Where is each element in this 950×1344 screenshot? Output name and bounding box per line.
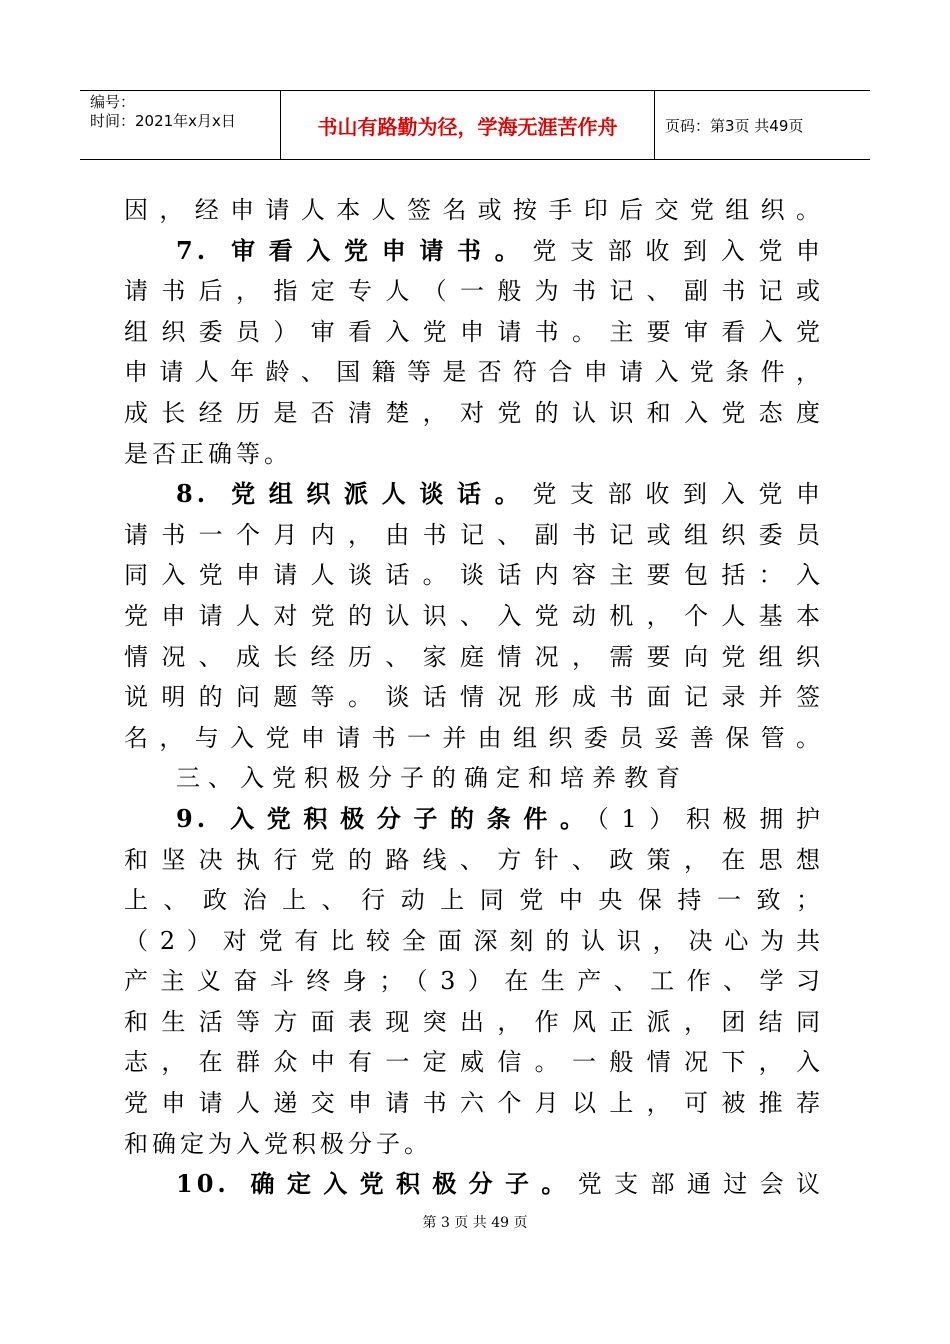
- body-line: 说明的问题等。谈话情况形成书面记录并签: [124, 683, 824, 712]
- body-line: 同入党申请人谈话。谈话内容主要包括：入: [124, 561, 824, 590]
- body-line: 和生活等方面表现突出，作风正派，团结同: [124, 1007, 824, 1036]
- paragraph-8-first-line: [124, 474, 824, 515]
- body-line: 请书后，指定专人（一般为书记、副书记或: [124, 277, 824, 306]
- body-line: 和坚决执行党的路线、方针、政策，在思想: [124, 845, 824, 874]
- time-label: 时间：2021年x月x日: [90, 112, 236, 130]
- paragraph-9-first-line: [124, 799, 824, 840]
- body-line: 申请人年龄、国籍等是否符合申请入党条件，: [124, 358, 824, 387]
- section-heading: 三、入党积极分子的确定和培养教育: [176, 764, 688, 793]
- body-line: 是否正确等。: [124, 439, 292, 468]
- paragraph-9-heading: 9. 入党积极分子的条件。: [176, 803, 597, 833]
- paragraph-7-first-line: [124, 231, 824, 272]
- body-line: 组织委员）审看入党申请书。主要审看入党: [124, 317, 824, 346]
- paragraph-8-text: 党支部收到入党申: [532, 480, 825, 509]
- document-body: [124, 190, 824, 1205]
- body-line: 因，经申请人本人签名或按手印后交党组织。: [124, 196, 824, 224]
- paragraph-10-heading: 10. 确定入党积极分子。: [176, 1169, 578, 1199]
- body-line: 成长经历是否清楚，对党的认识和入党态度: [124, 398, 824, 427]
- body-line: 党申请人对党的认识、入党动机，个人基本: [124, 601, 824, 630]
- paragraph-8-heading: 8. 党组织派人谈话。: [176, 479, 533, 509]
- body-line: （2）对党有比较全面深刻的认识，决心为共: [124, 926, 824, 955]
- body-line: 和确定为入党积极分子。: [124, 1129, 432, 1158]
- header-meta: [80, 91, 281, 159]
- body-line: 名，与入党申请书一并由组织委员妥善保管。: [124, 723, 824, 752]
- paragraph-10-text: 党支部通过会议: [577, 1170, 825, 1199]
- paragraph-10-first-line: [124, 1164, 824, 1205]
- body-line: 党申请人递交申请书六个月以上，可被推荐: [124, 1089, 824, 1118]
- number-label: 编号：: [90, 93, 136, 111]
- header-page-info: 页码：第3页 共49页: [665, 116, 804, 135]
- document-header: [80, 90, 870, 160]
- paragraph-9-text: （1）积极拥护: [596, 804, 824, 833]
- page-footer: 第 3 页 共 49 页: [422, 1215, 528, 1231]
- header-motto: 书山有路勤为径，学海无涯苦作舟: [281, 91, 655, 159]
- paragraph-7-heading: 7. 审看入党申请书。: [176, 235, 533, 265]
- body-line: 情况、成长经历、家庭情况，需要向党组织: [124, 642, 824, 671]
- body-line: 志，在群众中有一定威信。一般情况下，入: [124, 1048, 824, 1077]
- body-line: 请书一个月内，由书记、副书记或组织委员: [124, 520, 824, 549]
- body-line: 产主义奋斗终身；（3）在生产、工作、学习: [124, 967, 824, 996]
- paragraph-7-text: 党支部收到入党申: [532, 236, 825, 265]
- body-line: 上、政治上、行动上同党中央保持一致；: [124, 886, 824, 915]
